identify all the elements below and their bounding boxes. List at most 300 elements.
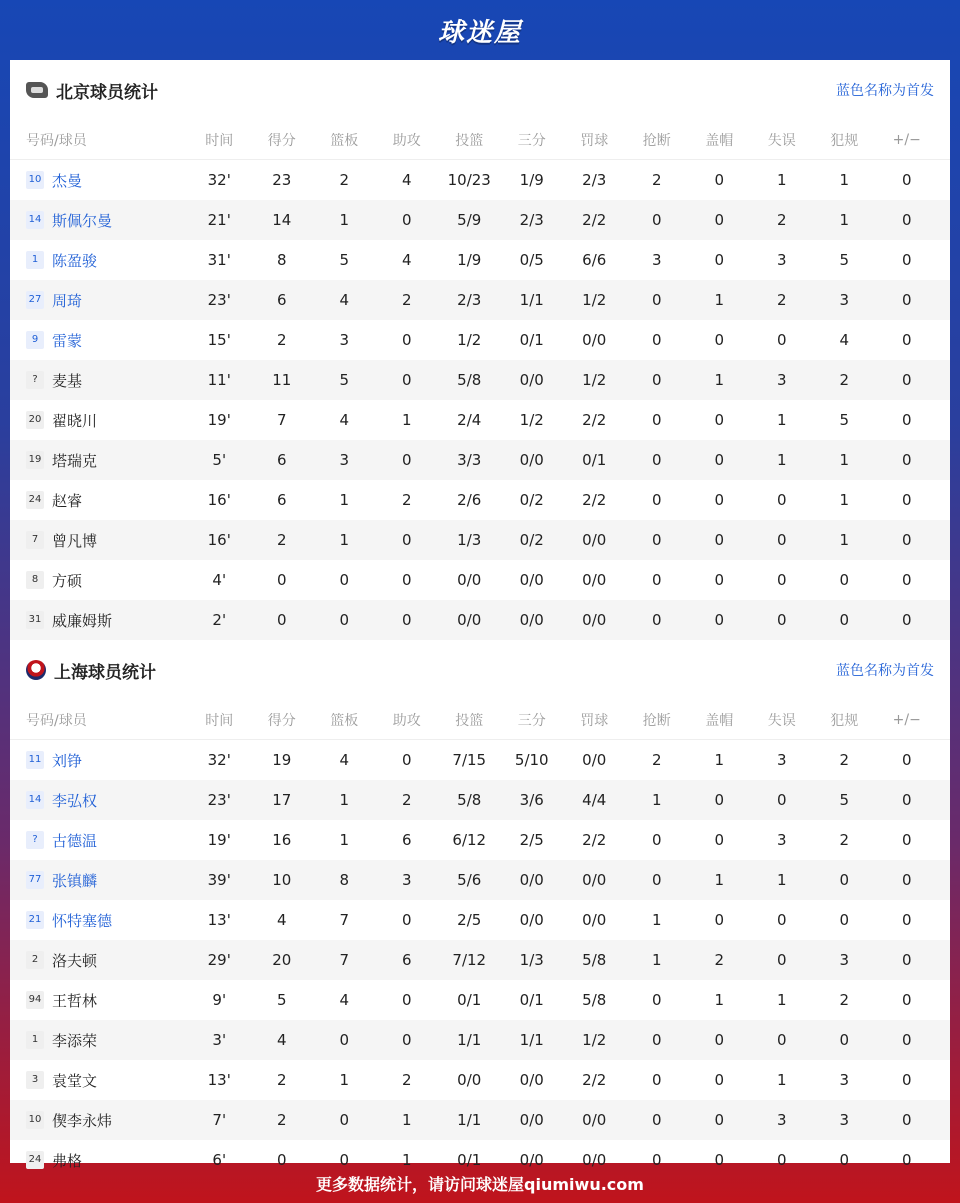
table-row[interactable] (10, 200, 950, 240)
stat-cell: 6 (401, 951, 412, 969)
stat-cell: 1 (776, 991, 787, 1009)
player-cell (10, 570, 188, 591)
stat-cell: 0 (401, 211, 412, 229)
stat-cell: 0 (339, 611, 350, 629)
stat-cell: 0 (401, 451, 412, 469)
player-name-link[interactable]: 刘铮 (52, 751, 83, 770)
stat-cell: 1 (776, 171, 787, 189)
player-cell (10, 950, 188, 971)
stat-cell: 0/0 (519, 911, 544, 929)
column-header: 犯规 (830, 712, 859, 729)
player-name-link[interactable]: 翟晓川 (52, 411, 98, 430)
stat-cell: 0/1 (519, 331, 544, 349)
stat-cell: 1/2 (582, 1031, 607, 1049)
stat-cell: 0 (901, 951, 912, 969)
footer-banner[interactable]: 更多数据统计，请访问球迷屋qiumiwu.com (316, 1174, 644, 1194)
jersey-number-badge: 10 (26, 171, 44, 189)
stat-cell: 0 (901, 411, 912, 429)
stat-cell: 1 (339, 1071, 350, 1089)
stat-cell: 1 (339, 211, 350, 229)
stat-cell: 1/2 (582, 371, 607, 389)
player-name-link[interactable]: 塔瑞克 (52, 451, 98, 470)
table-row[interactable] (10, 280, 950, 320)
stat-cell: 16' (207, 491, 231, 509)
jersey-number-badge: 11 (26, 751, 44, 769)
jersey-number-badge: 20 (26, 411, 44, 429)
stat-cell: 0/0 (582, 611, 607, 629)
stat-cell: 2/2 (582, 211, 607, 229)
column-header: 号码/球员 (26, 712, 87, 729)
column-header: 盖帽 (705, 712, 734, 729)
stat-cell: 0 (901, 991, 912, 1009)
table-row[interactable] (10, 940, 950, 980)
stat-cell: 7 (339, 951, 350, 969)
column-header: 助攻 (392, 132, 421, 149)
player-name-link[interactable]: 弗格 (52, 1151, 83, 1170)
jersey-number-badge: ? (26, 831, 44, 849)
column-header: 罚球 (580, 132, 609, 149)
stat-cell: 4 (339, 291, 350, 309)
stat-cell: 0 (901, 371, 912, 389)
stat-cell: 5' (212, 451, 227, 469)
player-cell (10, 410, 188, 431)
stat-cell: 0 (651, 1031, 662, 1049)
stat-cell: 0 (901, 791, 912, 809)
stat-cell: 4 (839, 331, 850, 349)
stat-cell: 0 (276, 611, 287, 629)
stat-cell: 1/3 (457, 531, 482, 549)
stat-cell: 0 (714, 211, 725, 229)
stat-cell: 11 (272, 371, 292, 389)
stat-cell: 0 (839, 1031, 850, 1049)
table-row[interactable] (10, 160, 950, 200)
column-header: 篮板 (330, 712, 359, 729)
stat-cell: 0 (714, 1071, 725, 1089)
stat-cell: 6 (276, 451, 287, 469)
stat-cell: 0 (901, 331, 912, 349)
stat-cell: 1 (651, 951, 662, 969)
stat-cell: 0 (901, 871, 912, 889)
player-name-link[interactable]: 偰李永炜 (52, 1111, 113, 1130)
table-row[interactable] (10, 1100, 950, 1140)
stat-cell: 2/3 (582, 171, 607, 189)
stat-cell: 5 (339, 371, 350, 389)
stat-cell: 1/2 (519, 411, 544, 429)
column-header: 失误 (767, 132, 796, 149)
stat-cell: 2/6 (457, 491, 482, 509)
stat-cell: 0 (651, 571, 662, 589)
stat-cell: 0 (651, 331, 662, 349)
stat-cell: 2/2 (582, 1071, 607, 1089)
stat-cell: 5/10 (514, 751, 549, 769)
stat-cell: 4 (276, 911, 287, 929)
stat-cell: 5/6 (457, 871, 482, 889)
table-row[interactable] (10, 780, 950, 820)
stat-cell: 1 (339, 491, 350, 509)
stat-cell: 0/1 (582, 451, 607, 469)
stat-cell: 5/8 (582, 991, 607, 1009)
table-row[interactable] (10, 980, 950, 1020)
stat-cell: 10/23 (447, 171, 491, 189)
stat-cell: 0 (401, 751, 412, 769)
stat-cell: 16 (272, 831, 292, 849)
column-header: 抢断 (642, 712, 671, 729)
player-name-link[interactable]: 怀特塞德 (52, 911, 113, 930)
player-name-link[interactable]: 袁堂文 (52, 1071, 98, 1090)
stat-cell: 0/0 (519, 571, 544, 589)
stat-cell: 0 (901, 171, 912, 189)
column-header: 得分 (267, 712, 296, 729)
stat-cell: 0 (401, 331, 412, 349)
stat-cell: 3/3 (457, 451, 482, 469)
starter-legend-note: 蓝色名称为首发 (836, 663, 934, 679)
stat-cell: 4 (339, 991, 350, 1009)
table-row[interactable] (10, 440, 950, 480)
player-name-link[interactable]: 周琦 (52, 291, 83, 310)
player-name-link[interactable]: 斯佩尔曼 (52, 211, 113, 230)
stat-cell: 7 (339, 911, 350, 929)
stat-cell: 2 (339, 171, 350, 189)
stat-cell: 0 (651, 211, 662, 229)
table-row[interactable] (10, 240, 950, 280)
stat-cell: 3 (651, 251, 662, 269)
jersey-number-badge: 3 (26, 1071, 44, 1089)
stat-cell: 1 (776, 871, 787, 889)
stat-cell: 0 (776, 331, 787, 349)
stat-cell: 3 (839, 1111, 850, 1129)
stat-cell: 21' (207, 211, 231, 229)
stat-cell: 7/12 (452, 951, 487, 969)
stat-cell: 0 (714, 831, 725, 849)
stat-cell: 0 (714, 331, 725, 349)
stat-cell: 0 (901, 1071, 912, 1089)
stat-cell: 0 (901, 571, 912, 589)
stat-cell: 0/0 (519, 371, 544, 389)
column-header: 时间 (205, 132, 234, 149)
stat-cell: 0 (651, 491, 662, 509)
stat-cell: 1 (401, 411, 412, 429)
jersey-number-badge: 21 (26, 911, 44, 929)
stat-cell: 13' (207, 1071, 231, 1089)
stat-cell: 1 (339, 531, 350, 549)
player-name-link[interactable]: 雷蒙 (52, 331, 83, 350)
jersey-number-badge: 8 (26, 571, 44, 589)
table-row[interactable] (10, 740, 950, 780)
player-name-link[interactable]: 赵睿 (52, 491, 83, 510)
player-name-link[interactable]: 麦基 (52, 371, 83, 390)
stat-cell: 5/8 (457, 791, 482, 809)
stat-cell: 23 (272, 171, 292, 189)
stat-cell: 19' (207, 831, 231, 849)
stat-cell: 6 (401, 831, 412, 849)
stat-cell: 23' (207, 291, 231, 309)
stat-cell: 0 (651, 831, 662, 849)
stat-cell: 0 (276, 571, 287, 589)
stat-cell: 0/0 (582, 1151, 607, 1169)
stat-cell: 3 (839, 1071, 850, 1089)
player-name-link[interactable]: 方硕 (52, 571, 83, 590)
section-title: 北京球员统计 (56, 82, 158, 103)
stat-cell: 0/2 (519, 531, 544, 549)
stat-cell: 0 (901, 751, 912, 769)
stat-cell: 5/8 (582, 951, 607, 969)
player-cell (10, 1070, 188, 1091)
stat-cell: 0 (401, 531, 412, 549)
stat-cell: 1 (339, 831, 350, 849)
table-row[interactable] (10, 400, 950, 440)
column-header: 三分 (517, 712, 546, 729)
player-name-link[interactable]: 李弘权 (52, 791, 98, 810)
stat-cell: 7/15 (452, 751, 487, 769)
stat-cell: 2 (839, 991, 850, 1009)
stat-cell: 0/0 (519, 611, 544, 629)
player-name-link[interactable]: 张镇麟 (52, 871, 98, 890)
stat-cell: 0 (651, 1071, 662, 1089)
beijing-team-logo-icon (26, 82, 48, 98)
player-cell (10, 170, 188, 191)
stat-cell: 1 (776, 1071, 787, 1089)
stat-cell: 6/12 (452, 831, 487, 849)
player-name-link[interactable]: 洛夫顿 (52, 951, 98, 970)
stat-cell: 0 (839, 911, 850, 929)
stat-cell: 0 (714, 451, 725, 469)
jersey-number-badge: 24 (26, 491, 44, 509)
stat-cell: 2 (776, 291, 787, 309)
stat-cell: 3 (776, 831, 787, 849)
column-header-row (10, 120, 950, 160)
stat-cell: 1/3 (519, 951, 544, 969)
player-cell (10, 790, 188, 811)
column-header: 时间 (205, 712, 234, 729)
jersey-number-badge: 2 (26, 951, 44, 969)
table-row[interactable] (10, 520, 950, 560)
stat-cell: 1 (714, 371, 725, 389)
team-section (10, 640, 950, 1180)
stat-cell: 0 (401, 911, 412, 929)
stat-cell: 0 (901, 1111, 912, 1129)
stat-cell: 0/0 (582, 571, 607, 589)
stat-cell: 6/6 (582, 251, 607, 269)
stat-cell: 2 (401, 491, 412, 509)
stat-cell: 0 (714, 911, 725, 929)
stat-cell: 0/1 (519, 991, 544, 1009)
stat-cell: 0 (714, 1031, 725, 1049)
stat-cell: 0/0 (519, 1151, 544, 1169)
stat-cell: 0 (651, 411, 662, 429)
stat-cell: 0 (401, 991, 412, 1009)
stat-cell: 0 (714, 611, 725, 629)
stat-cell: 3' (212, 1031, 227, 1049)
stat-cell: 0 (339, 1111, 350, 1129)
stat-cell: 0 (901, 1151, 912, 1169)
stat-cell: 2 (839, 751, 850, 769)
stat-cell: 0 (651, 1111, 662, 1129)
table-row[interactable] (10, 560, 950, 600)
stat-cell: 2 (839, 371, 850, 389)
stat-cell: 0 (714, 531, 725, 549)
jersey-number-badge: 1 (26, 1031, 44, 1049)
stat-cell: 0 (901, 451, 912, 469)
stat-cell: 2/2 (582, 491, 607, 509)
table-row[interactable] (10, 600, 950, 640)
stat-cell: 0/0 (582, 331, 607, 349)
stat-cell: 0 (401, 571, 412, 589)
stat-cell: 2 (276, 1111, 287, 1129)
stat-cell: 0 (776, 951, 787, 969)
stat-cell: 0 (839, 871, 850, 889)
stat-cell: 2 (401, 291, 412, 309)
stat-cell: 0 (714, 791, 725, 809)
player-name-link[interactable]: 王哲林 (52, 991, 98, 1010)
player-name-link[interactable]: 威廉姆斯 (52, 611, 113, 630)
table-row[interactable] (10, 360, 950, 400)
stat-cell: 5 (276, 991, 287, 1009)
stat-cell: 0 (776, 1151, 787, 1169)
jersey-number-badge: 31 (26, 611, 44, 629)
stats-panel (10, 60, 950, 1170)
stat-cell: 0/0 (457, 611, 482, 629)
stat-cell: 0 (651, 871, 662, 889)
table-row[interactable] (10, 480, 950, 520)
column-header-row (10, 700, 950, 740)
player-cell (10, 490, 188, 511)
stat-cell: 0 (276, 1151, 287, 1169)
stat-cell: 13' (207, 911, 231, 929)
stat-cell: 0 (776, 791, 787, 809)
stat-cell: 0 (901, 611, 912, 629)
stat-cell: 1/9 (457, 251, 482, 269)
stat-cell: 4' (212, 571, 227, 589)
stat-cell: 0 (776, 571, 787, 589)
jersey-number-badge: 24 (26, 1151, 44, 1169)
stat-cell: 0/0 (519, 1111, 544, 1129)
stat-cell: 0/0 (582, 751, 607, 769)
stat-cell: 0 (714, 1111, 725, 1129)
site-logo[interactable]: 球迷屋 (437, 17, 522, 48)
stat-cell: 8 (339, 871, 350, 889)
stat-cell: 3/6 (519, 791, 544, 809)
stat-cell: 1 (401, 1151, 412, 1169)
table-row[interactable] (10, 1060, 950, 1100)
stat-cell: 2 (276, 1071, 287, 1089)
stat-cell: 3 (339, 451, 350, 469)
stat-cell: 0/2 (519, 491, 544, 509)
stat-cell: 6' (212, 1151, 227, 1169)
player-cell (10, 290, 188, 311)
stat-cell: 0/0 (582, 871, 607, 889)
column-header: 投篮 (455, 712, 484, 729)
stat-cell: 0 (901, 291, 912, 309)
stat-cell: 19' (207, 411, 231, 429)
stat-cell: 0/0 (519, 1071, 544, 1089)
stat-cell: 2 (276, 331, 287, 349)
column-header: 篮板 (330, 132, 359, 149)
stat-cell: 1 (651, 911, 662, 929)
stat-cell: 0 (776, 611, 787, 629)
column-header: 投篮 (455, 132, 484, 149)
jersey-number-badge: 27 (26, 291, 44, 309)
stat-cell: 2 (276, 531, 287, 549)
stat-cell: 2/4 (457, 411, 482, 429)
stat-cell: 1 (839, 211, 850, 229)
jersey-number-badge: 14 (26, 211, 44, 229)
player-name-link[interactable]: 曾凡博 (52, 531, 98, 550)
stat-cell: 0/0 (519, 871, 544, 889)
stat-cell: 6 (276, 291, 287, 309)
stat-cell: 1 (714, 291, 725, 309)
column-header: 犯规 (830, 132, 859, 149)
stat-cell: 0 (714, 491, 725, 509)
player-name-link[interactable]: 杰曼 (52, 171, 83, 190)
stat-cell: 2 (651, 751, 662, 769)
table-row[interactable] (10, 320, 950, 360)
stat-cell: 1 (651, 791, 662, 809)
table-row[interactable] (10, 900, 950, 940)
table-row[interactable] (10, 820, 950, 860)
stat-cell: 9' (212, 991, 227, 1009)
stat-cell: 4 (339, 751, 350, 769)
column-header: 助攻 (392, 712, 421, 729)
stat-cell: 11' (207, 371, 231, 389)
stat-cell: 0 (651, 451, 662, 469)
section-header (10, 60, 950, 120)
player-name-link[interactable]: 古德温 (52, 831, 98, 850)
player-cell (10, 450, 188, 471)
stat-cell: 2 (776, 211, 787, 229)
player-cell (10, 370, 188, 391)
column-header: +/− (892, 711, 921, 728)
jersey-number-badge: 77 (26, 871, 44, 889)
stat-cell: 19 (272, 751, 292, 769)
stat-cell: 0 (651, 611, 662, 629)
player-name-link[interactable]: 陈盈骏 (52, 251, 98, 270)
stat-cell: 0 (339, 571, 350, 589)
column-header: 失误 (767, 712, 796, 729)
jersey-number-badge: 14 (26, 791, 44, 809)
stat-cell: 16' (207, 531, 231, 549)
section-header (10, 640, 950, 700)
table-row[interactable] (10, 860, 950, 900)
player-table-body (10, 740, 950, 1180)
player-name-link[interactable]: 李添荣 (52, 1031, 98, 1050)
player-cell (10, 610, 188, 631)
stat-cell: 0 (776, 1031, 787, 1049)
player-cell (10, 250, 188, 271)
column-header: 抢断 (642, 132, 671, 149)
stat-cell: 0 (651, 991, 662, 1009)
column-header: 三分 (517, 132, 546, 149)
stat-cell: 1 (839, 531, 850, 549)
stat-cell: 1 (839, 491, 850, 509)
stat-cell: 5 (839, 411, 850, 429)
stat-cell: 0 (714, 251, 725, 269)
player-cell (10, 910, 188, 931)
stat-cell: 0 (901, 211, 912, 229)
stat-cell: 5 (339, 251, 350, 269)
stat-cell: 0 (651, 1151, 662, 1169)
stat-cell: 2/2 (582, 831, 607, 849)
stat-cell: 2/2 (582, 411, 607, 429)
stat-cell: 17 (272, 791, 292, 809)
stat-cell: 7 (276, 411, 287, 429)
stat-cell: 32' (207, 171, 231, 189)
stat-cell: 2 (401, 1071, 412, 1089)
stat-cell: 1 (776, 411, 787, 429)
stat-cell: 20 (272, 951, 292, 969)
stat-cell: 3 (776, 751, 787, 769)
table-row[interactable] (10, 1020, 950, 1060)
stat-cell: 3 (839, 951, 850, 969)
